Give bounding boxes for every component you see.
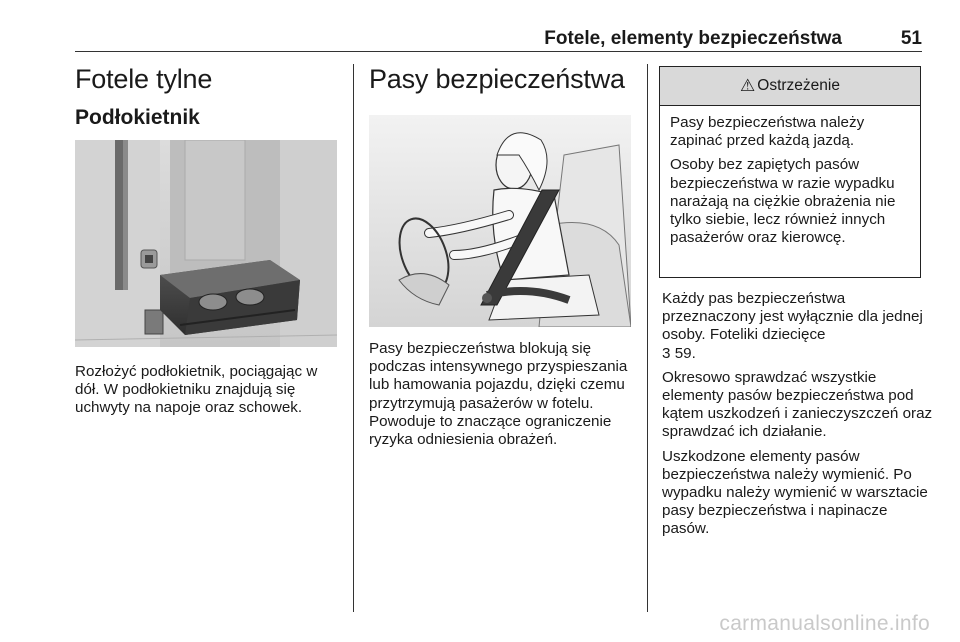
warning-body xyxy=(660,106,920,247)
belt-per-person-paragraph xyxy=(662,290,934,363)
right-column-text xyxy=(662,290,934,545)
warning-triangle-icon: ⚠ xyxy=(740,76,756,95)
page-ref-link[interactable]: 59. xyxy=(674,344,696,362)
warning-header xyxy=(660,67,920,106)
armrest-text: Rozłożyć podłokietnik, pociągając w dół. W podłokietniku znajdują się uchwyty na napoje oraz schowek. xyxy=(75,363,318,417)
header-title: Fotele, elementy bezpieczeństwa xyxy=(544,28,842,49)
section-heading-seat-belts: Pasy bezpieczeństwa xyxy=(369,64,625,94)
armrest-illustration xyxy=(75,140,337,347)
warning-title: Ostrzeżenie xyxy=(757,77,840,94)
armrest-paragraph xyxy=(75,363,343,424)
inspection-paragraph: Okresowo sprawdzać wszystkie elementy pasów bezpieczeństwa pod kątem uszkodzeń i zanieczyszczeń oraz sprawdzać ich działanie. xyxy=(662,368,933,441)
warning-box xyxy=(659,66,921,278)
page-ref-arrow-icon: 3 xyxy=(662,344,671,362)
seatbelts-text: Pasy bezpieczeństwa blokują się podczas intensywnego przyspieszania lub hamowania pojazdu, dzięki czemu przytrzymują pasażerów w fotelu. Powoduje to znaczące ograniczenie ryzyka odniesienia obrażeń. xyxy=(369,340,628,449)
column-divider-2 xyxy=(647,64,648,612)
watermark: carmanualsonline.info xyxy=(719,612,930,635)
header-rule xyxy=(75,51,922,52)
page-number: 51 xyxy=(900,28,922,49)
warning-paragraph-1: Pasy bezpieczeństwa należy zapinać przed każdą jazdą. xyxy=(670,114,865,150)
section-heading-rear-seats: Fotele tylne xyxy=(75,64,213,94)
belt-per-person-text: Każdy pas bezpieczeństwa przeznaczony jest wyłącznie dla jednej osoby. Foteliki dziecięce xyxy=(662,290,923,344)
replacement-paragraph: Uszkodzone elementy pasów bezpieczeństwa należy wymienić. Po wypadku należy wymienić w warsztacie pasy bezpieczeństwa i napinacze pasów. xyxy=(662,447,928,538)
warning-paragraph-2: Osoby bez zapiętych pasów bezpieczeństwa w razie wypadku narażają na ciężkie obrażenia nie tylko siebie, lecz również innych pasażerów oraz kierowcę. xyxy=(670,156,896,247)
seatbelt-driver-illustration xyxy=(369,115,631,327)
column-divider-1 xyxy=(353,64,354,612)
seatbelts-paragraph xyxy=(369,340,637,455)
subheading-armrest: Podłokietnik xyxy=(75,106,200,129)
